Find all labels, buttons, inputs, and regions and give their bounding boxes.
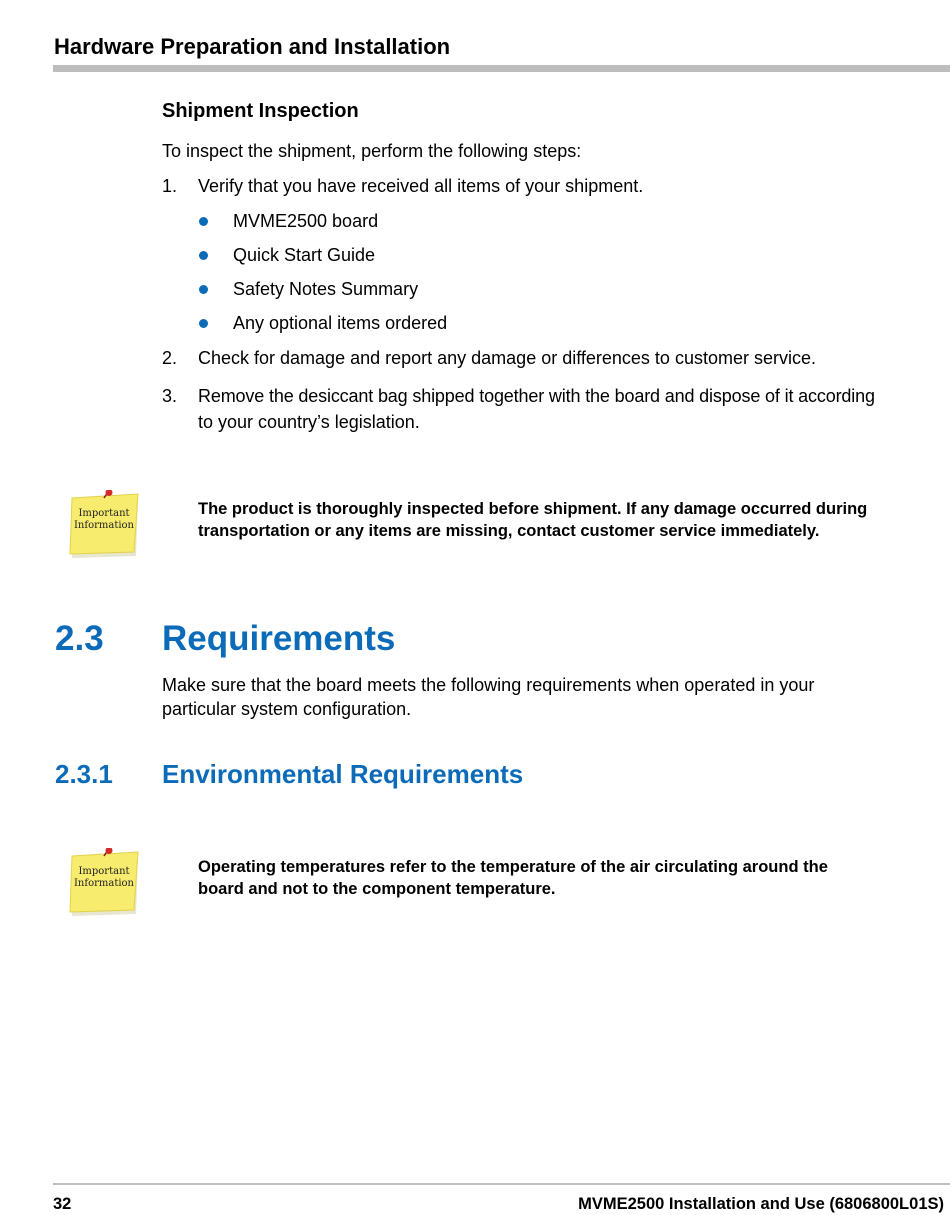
bullet-dot-icon: [199, 319, 208, 328]
list-item-quick-start: Quick Start Guide: [233, 245, 376, 265]
step-2-text: Check for damage and report any damage or differences to customer service.: [198, 348, 816, 368]
note-1-line2: transportation or any items are missing, contact customer service immediately.: [198, 522, 820, 540]
step-3-number: 3.: [162, 386, 178, 406]
svg-text:Information: Information: [73, 878, 135, 889]
note-2-line2: board and not to the component temperature.: [198, 880, 556, 898]
important-information-note-icon: [68, 490, 142, 562]
footer-doc-title: MVME2500 Installation and Use (6806800L01S): [578, 1195, 944, 1213]
important-information-note-icon: [68, 848, 142, 920]
shipment-intro: To inspect the shipment, perform the following steps:: [162, 141, 582, 161]
page-number: 32: [53, 1195, 72, 1213]
section-2-3-1-number: 2.3.1: [55, 759, 113, 789]
svg-text:Important: Important: [78, 508, 130, 519]
step-1-number: 1.: [162, 176, 178, 196]
shipment-inspection-heading: Shipment Inspection: [162, 100, 359, 122]
step-3-text-line1: Remove the desiccant bag shipped together with the board and dispose of it according: [198, 386, 875, 406]
list-item-safety-notes: Safety Notes Summary: [233, 279, 419, 299]
section-2-3-number: 2.3: [55, 619, 104, 658]
note-1-line1: The product is thoroughly inspected before shipment. If any damage occurred during: [198, 500, 868, 518]
step-3-text-line2: to your country’s legislation.: [198, 412, 420, 432]
bullet-dot-icon: [199, 217, 208, 226]
note-2-line1: Operating temperatures refer to the temperature of the air circulating around the: [198, 858, 828, 876]
section-2-3-para-line1: Make sure that the board meets the following requirements when operated in your: [162, 675, 815, 695]
section-2-3-para-line2: particular system configuration.: [162, 699, 412, 719]
bullet-dot-icon: [199, 285, 208, 294]
list-item-board: MVME2500 board: [233, 211, 379, 231]
step-1-text: Verify that you have received all items of your shipment.: [198, 176, 644, 196]
svg-text:Important: Important: [78, 866, 130, 877]
bullet-dot-icon: [199, 251, 208, 260]
svg-text:Information: Information: [73, 520, 135, 531]
list-item-optional: Any optional items ordered: [233, 313, 448, 333]
section-2-3-1-title: Environmental Requirements: [162, 759, 524, 789]
page-header-title: Hardware Preparation and Installation: [54, 34, 451, 59]
section-2-3-title: Requirements: [162, 619, 396, 658]
header-rule: [53, 65, 950, 72]
step-2-number: 2.: [162, 348, 178, 368]
footer-rule: [53, 1183, 950, 1185]
